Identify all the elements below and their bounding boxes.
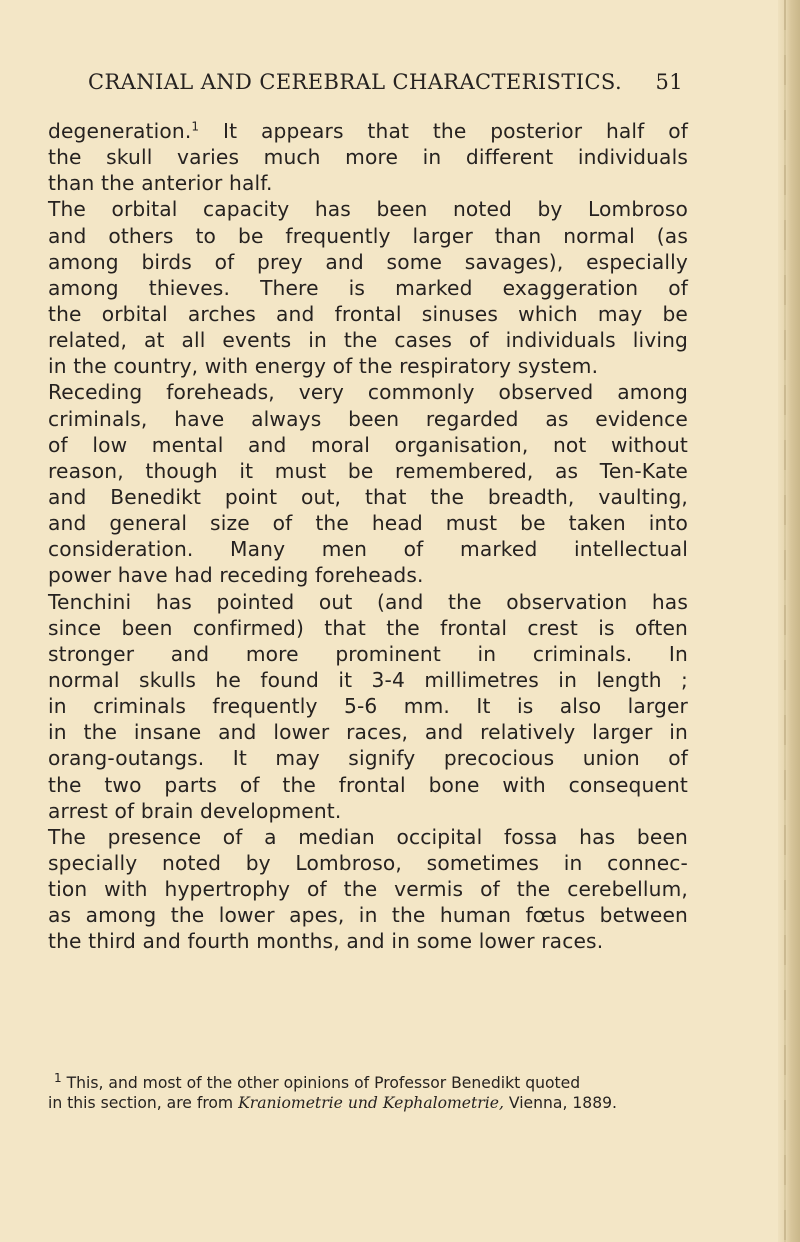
text-line: consideration. Many men of marked intellectual [48,537,688,562]
text-line: related, at all events in the cases of individuals living [48,328,688,353]
running-head-title: CRANIAL AND CEREBRAL CHARACTERISTICS. [88,70,623,94]
text-segment: degeneration. [48,119,192,143]
text-line: The presence of a median occipital fossa has been [48,824,688,849]
text-line: the orbital arches and frontal sinuses which may be [48,301,688,326]
text-line: among thieves. There is marked exaggeration of [48,275,688,300]
text-line: the two parts of the frontal bone with consequent [48,772,688,797]
footnote-line [48,1070,688,1093]
page-number: 51 [655,70,683,94]
text-line: stronger and more prominent in criminals. In [48,641,688,666]
footnote-reference: 1 [191,119,200,134]
footnote-line [48,1093,688,1113]
footnote-book-title: Kraniometrie und Kephalometrie, [238,1094,504,1112]
text-line: and others to be frequently larger than normal (as [48,223,688,248]
footnote-text-2-prefix: in this section, are from [48,1094,239,1112]
text-line: as among the lower apes, in the human fœtus between [48,903,688,928]
body-text [48,118,688,955]
text-line: among birds of prey and some savages), especially [48,249,688,274]
text-line: orang-outangs. It may signify precocious union of [48,746,688,771]
text-line: in the country, with energy of the respiratory system. [48,354,599,379]
text-line: criminals, have always been regarded as evidence [48,406,688,431]
footnote [48,1070,688,1113]
text-line: and general size of the head must be taken into [48,511,688,536]
text-line: in the insane and lower races, and relatively larger in [48,720,688,745]
text-line: The orbital capacity has been noted by Lombroso [48,197,688,222]
text-line [48,118,688,144]
text-line: in criminals frequently 5-6 mm. It is also larger [48,694,688,719]
running-head [88,70,683,104]
text-line: of low mental and moral organisation, not without [48,432,688,457]
page-edge [778,0,800,1242]
text-line: Receding foreheads, very commonly observed among [48,380,688,405]
footnote-marker: 1 [54,1070,62,1085]
text-line: power have had receding foreheads. [48,563,424,588]
text-line: Tenchini has pointed out (and the observation has [48,589,688,614]
text-line: the skull varies much more in different individuals [48,145,688,170]
footnote-text-1: This, and most of the other opinions of Professor Benedikt quoted [66,1074,581,1092]
text-line: and Benedikt point out, that the breadth, vaulting, [48,484,688,509]
text-line: reason, though it must be remembered, as Ten-Kate [48,458,688,483]
text-line: specially noted by Lombroso, sometimes in connec- [48,850,688,875]
text-segment: It appears that the posterior half of [199,119,688,143]
text-line: normal skulls he found it 3-4 millimetres in length ; [48,667,688,692]
text-line: than the anterior half. [48,171,273,196]
text-line: the third and fourth months, and in some lower races. [48,929,604,954]
text-line: arrest of brain development. [48,798,342,823]
text-line: since been confirmed) that the frontal crest is often [48,615,688,640]
footnote-text-2-suffix: Vienna, 1889. [503,1094,618,1112]
text-line: tion with hypertrophy of the vermis of the cerebellum, [48,877,688,902]
